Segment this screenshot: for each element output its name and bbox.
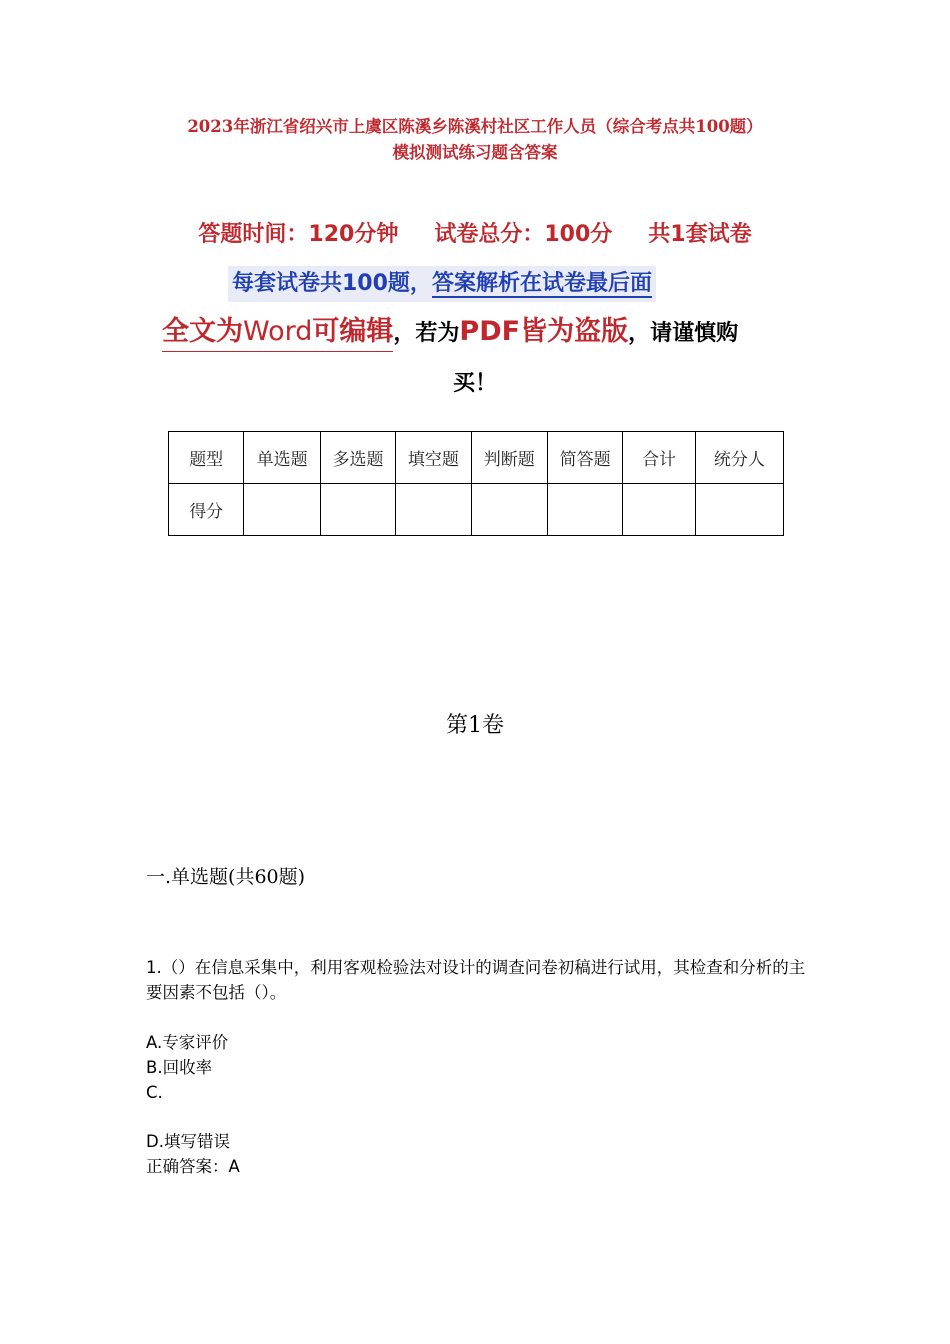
notice-part1: 每套试卷共100题，: [232, 271, 432, 296]
score-table-header-row: [169, 432, 784, 484]
score-header-single: 单选题: [244, 432, 320, 484]
score-cell: [471, 484, 547, 536]
warning-line2: 买！: [452, 371, 497, 396]
exam-total-score: 试卷总分：100分: [434, 222, 613, 247]
warning-part4: ，若为: [393, 321, 460, 346]
score-cell: [396, 484, 471, 536]
score-header-scorer: 统分人: [695, 432, 783, 484]
score-cell: [244, 484, 320, 536]
exam-info-line: [100, 218, 850, 252]
warning-line: [162, 311, 738, 355]
notice-part2: 答案解析在试卷最后面: [431, 271, 652, 296]
warning-part1: 全文为: [162, 316, 243, 347]
document-title-line2: 模拟测试练习题含答案: [392, 143, 558, 162]
warning-pdf: PDF: [459, 316, 521, 347]
volume-heading: 第1卷: [446, 713, 504, 738]
score-cell: [547, 484, 622, 536]
warning-word: Word: [243, 316, 313, 347]
score-cell: [695, 484, 783, 536]
score-header-multi: 多选题: [320, 432, 395, 484]
warning-part7: ，请谨慎购: [628, 321, 739, 346]
warning-part6: 皆为盗版: [520, 316, 629, 347]
score-row-label: 得分: [169, 484, 244, 536]
score-header-fill: 填空题: [396, 432, 471, 484]
correct-answer: 正确答案：A: [146, 1157, 240, 1176]
score-header-short: 简答题: [547, 432, 622, 484]
score-header-judge: 判断题: [471, 432, 547, 484]
section-heading: 一.单选题(共60题): [146, 866, 306, 888]
option-d: D.填写错误: [146, 1132, 230, 1151]
exam-set-count: 共1套试卷: [648, 222, 752, 247]
option-a: A.专家评价: [146, 1033, 229, 1052]
score-header-total: 合计: [623, 432, 695, 484]
score-cell: [320, 484, 395, 536]
warning-part3: 可编辑: [312, 316, 394, 347]
score-table-row: [169, 484, 784, 536]
score-cell: [623, 484, 695, 536]
exam-time: 答题时间：120分钟: [198, 222, 399, 247]
document-title-line1: 2023年浙江省绍兴市上虞区陈溪乡陈溪村社区工作人员（综合考点共100题）: [187, 117, 763, 136]
score-header-type: 题型: [169, 432, 244, 484]
question-text: 1.（）在信息采集中，利用客观检验法对设计的调查问卷初稿进行试用，其检查和分析的主要因素不包括（）。: [146, 958, 806, 1002]
document-title: [120, 114, 830, 166]
option-c: C.: [146, 1083, 163, 1102]
option-b: B.回收率: [146, 1058, 213, 1077]
notice-line: [228, 266, 656, 302]
score-table: [168, 431, 784, 536]
